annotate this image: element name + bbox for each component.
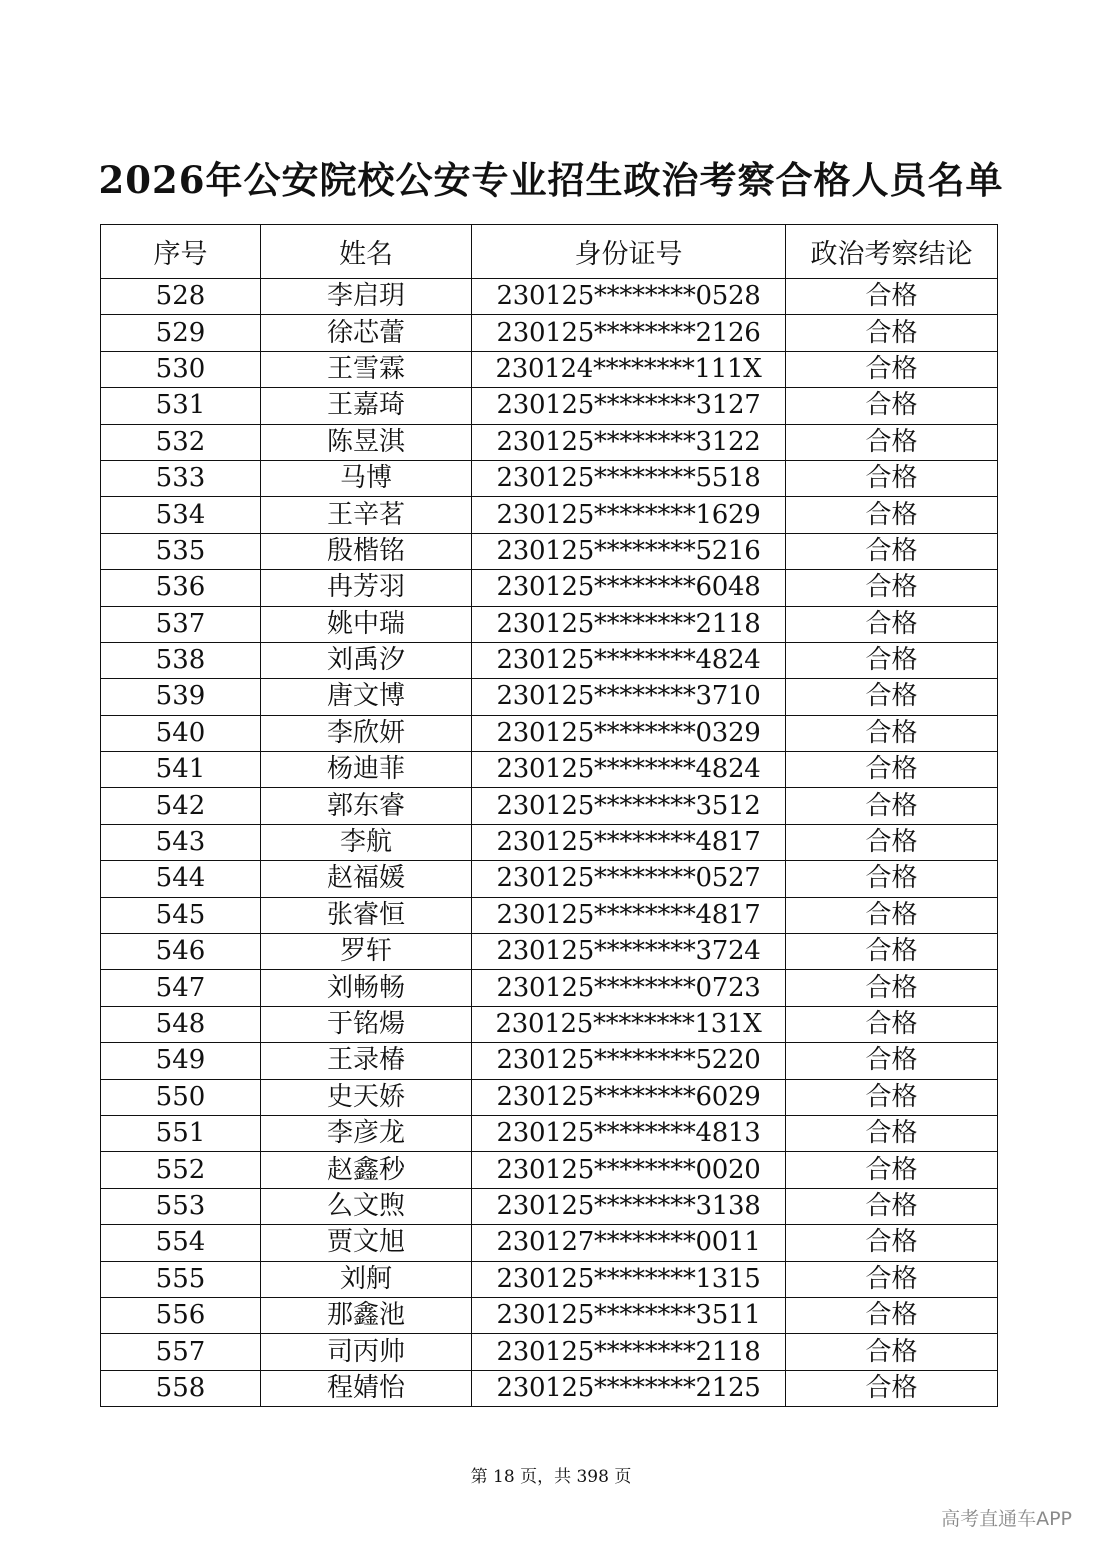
cell-serial: 554 [101,1225,261,1261]
cell-serial: 533 [101,460,261,496]
cell-serial: 546 [101,934,261,970]
cell-id-number: 230125********4817 [472,897,786,933]
cell-serial: 529 [101,315,261,351]
cell-serial: 538 [101,642,261,678]
cell-conclusion: 合格 [786,533,998,569]
cell-serial: 551 [101,1115,261,1151]
cell-name: 姚中瑞 [261,606,472,642]
cell-id-number: 230125********0527 [472,861,786,897]
table-row [101,1261,998,1297]
table-row [101,533,998,569]
cell-name: 郭东睿 [261,788,472,824]
cell-conclusion: 合格 [786,1188,998,1224]
table-row [101,1225,998,1261]
cell-name: 李彦龙 [261,1115,472,1151]
table-row [101,1370,998,1406]
cell-id-number: 230125********0329 [472,715,786,751]
table-row [101,1115,998,1151]
cell-name: 殷楷铭 [261,533,472,569]
cell-id-number: 230125********1315 [472,1261,786,1297]
table-row [101,679,998,715]
table-row [101,897,998,933]
cell-serial: 543 [101,824,261,860]
cell-conclusion: 合格 [786,1370,998,1406]
cell-conclusion: 合格 [786,970,998,1006]
cell-conclusion: 合格 [786,1043,998,1079]
cell-conclusion: 合格 [786,752,998,788]
cell-conclusion: 合格 [786,1115,998,1151]
cell-conclusion: 合格 [786,1225,998,1261]
table-row [101,1297,998,1333]
cell-name: 赵鑫秒 [261,1152,472,1188]
table-row [101,824,998,860]
cell-conclusion: 合格 [786,1261,998,1297]
cell-name: 赵福媛 [261,861,472,897]
table-row [101,1043,998,1079]
table-row [101,424,998,460]
cell-id-number: 230125********0020 [472,1152,786,1188]
table-row [101,1006,998,1042]
cell-name: 程婧怡 [261,1370,472,1406]
cell-id-number: 230125********2126 [472,315,786,351]
cell-id-number: 230124********111X [472,351,786,387]
cell-serial: 531 [101,388,261,424]
cell-conclusion: 合格 [786,606,998,642]
cell-name: 冉芳羽 [261,570,472,606]
cell-serial: 532 [101,424,261,460]
cell-id-number: 230125********3511 [472,1297,786,1333]
table-row [101,715,998,751]
header-conclusion: 政治考察结论 [786,225,998,279]
cell-conclusion: 合格 [786,1152,998,1188]
cell-id-number: 230125********5216 [472,533,786,569]
cell-name: 刘禹汐 [261,642,472,678]
cell-serial: 541 [101,752,261,788]
cell-id-number: 230125********5518 [472,460,786,496]
cell-id-number: 230125********4824 [472,752,786,788]
table-row [101,497,998,533]
cell-name: 司丙帅 [261,1334,472,1370]
cell-name: 唐文博 [261,679,472,715]
cell-serial: 542 [101,788,261,824]
cell-conclusion: 合格 [786,642,998,678]
table-row [101,606,998,642]
cell-id-number: 230125********3127 [472,388,786,424]
cell-name: 李航 [261,824,472,860]
table-row [101,351,998,387]
cell-conclusion: 合格 [786,570,998,606]
cell-conclusion: 合格 [786,1079,998,1115]
cell-serial: 552 [101,1152,261,1188]
table-row [101,388,998,424]
table-row [101,460,998,496]
cell-conclusion: 合格 [786,1334,998,1370]
table-row [101,1152,998,1188]
cell-id-number: 230125********2125 [472,1370,786,1406]
cell-name: 那鑫池 [261,1297,472,1333]
table-row [101,788,998,824]
cell-id-number: 230125********3122 [472,424,786,460]
cell-conclusion: 合格 [786,824,998,860]
cell-id-number: 230125********0528 [472,279,786,315]
cell-conclusion: 合格 [786,497,998,533]
cell-id-number: 230127********0011 [472,1225,786,1261]
cell-id-number: 230125********3138 [472,1188,786,1224]
cell-conclusion: 合格 [786,424,998,460]
cell-id-number: 230125********5220 [472,1043,786,1079]
cell-serial: 555 [101,1261,261,1297]
cell-serial: 536 [101,570,261,606]
table-row [101,970,998,1006]
cell-name: 史天娇 [261,1079,472,1115]
cell-name: 徐芯蕾 [261,315,472,351]
cell-serial: 535 [101,533,261,569]
cell-name: 么文煦 [261,1188,472,1224]
cell-name: 马博 [261,460,472,496]
header-name: 姓名 [261,225,472,279]
cell-id-number: 230125********3724 [472,934,786,970]
cell-id-number: 230125********6048 [472,570,786,606]
table-row [101,642,998,678]
table-row [101,315,998,351]
cell-id-number: 230125********0723 [472,970,786,1006]
cell-conclusion: 合格 [786,388,998,424]
cell-serial: 544 [101,861,261,897]
cell-conclusion: 合格 [786,460,998,496]
cell-serial: 557 [101,1334,261,1370]
cell-name: 刘畅畅 [261,970,472,1006]
table-row [101,1188,998,1224]
table-body [101,279,998,1407]
cell-conclusion: 合格 [786,1297,998,1333]
table-row [101,1334,998,1370]
cell-name: 陈昱淇 [261,424,472,460]
cell-conclusion: 合格 [786,788,998,824]
table-header-row [101,225,998,279]
cell-id-number: 230125********3512 [472,788,786,824]
cell-serial: 539 [101,679,261,715]
page-number: 第 18 页，共 398 页 [470,1467,632,1487]
cell-serial: 549 [101,1043,261,1079]
cell-conclusion: 合格 [786,351,998,387]
cell-name: 王嘉琦 [261,388,472,424]
table-row [101,570,998,606]
cell-serial: 550 [101,1079,261,1115]
cell-name: 杨迪菲 [261,752,472,788]
cell-conclusion: 合格 [786,861,998,897]
cell-id-number: 230125********4824 [472,642,786,678]
cell-serial: 556 [101,1297,261,1333]
cell-name: 王录椿 [261,1043,472,1079]
header-id-number: 身份证号 [472,225,786,279]
cell-id-number: 230125********6029 [472,1079,786,1115]
cell-conclusion: 合格 [786,897,998,933]
cell-serial: 537 [101,606,261,642]
cell-serial: 545 [101,897,261,933]
cell-conclusion: 合格 [786,934,998,970]
page-title: 2026年公安院校公安专业招生政治考察合格人员名单 [98,158,1004,202]
table-row [101,279,998,315]
cell-serial: 553 [101,1188,261,1224]
cell-serial: 548 [101,1006,261,1042]
watermark: 高考直通车APP [941,1508,1072,1530]
cell-name: 罗轩 [261,934,472,970]
cell-serial: 534 [101,497,261,533]
cell-serial: 558 [101,1370,261,1406]
table-row [101,752,998,788]
cell-id-number: 230125********4817 [472,824,786,860]
cell-name: 王辛茗 [261,497,472,533]
cell-name: 贾文旭 [261,1225,472,1261]
cell-name: 于铭煬 [261,1006,472,1042]
cell-id-number: 230125********2118 [472,606,786,642]
cell-serial: 528 [101,279,261,315]
cell-serial: 540 [101,715,261,751]
roster-table [100,224,998,1407]
cell-conclusion: 合格 [786,1006,998,1042]
cell-conclusion: 合格 [786,679,998,715]
table-row [101,861,998,897]
cell-serial: 530 [101,351,261,387]
cell-name: 张睿恒 [261,897,472,933]
cell-id-number: 230125********4813 [472,1115,786,1151]
cell-name: 李欣妍 [261,715,472,751]
cell-conclusion: 合格 [786,279,998,315]
cell-serial: 547 [101,970,261,1006]
header-serial: 序号 [101,225,261,279]
table-row [101,1079,998,1115]
cell-id-number: 230125********1629 [472,497,786,533]
table-row [101,934,998,970]
cell-conclusion: 合格 [786,315,998,351]
cell-name: 李启玥 [261,279,472,315]
cell-id-number: 230125********2118 [472,1334,786,1370]
cell-id-number: 230125********131X [472,1006,786,1042]
cell-id-number: 230125********3710 [472,679,786,715]
cell-conclusion: 合格 [786,715,998,751]
cell-name: 刘舸 [261,1261,472,1297]
cell-name: 王雪霖 [261,351,472,387]
